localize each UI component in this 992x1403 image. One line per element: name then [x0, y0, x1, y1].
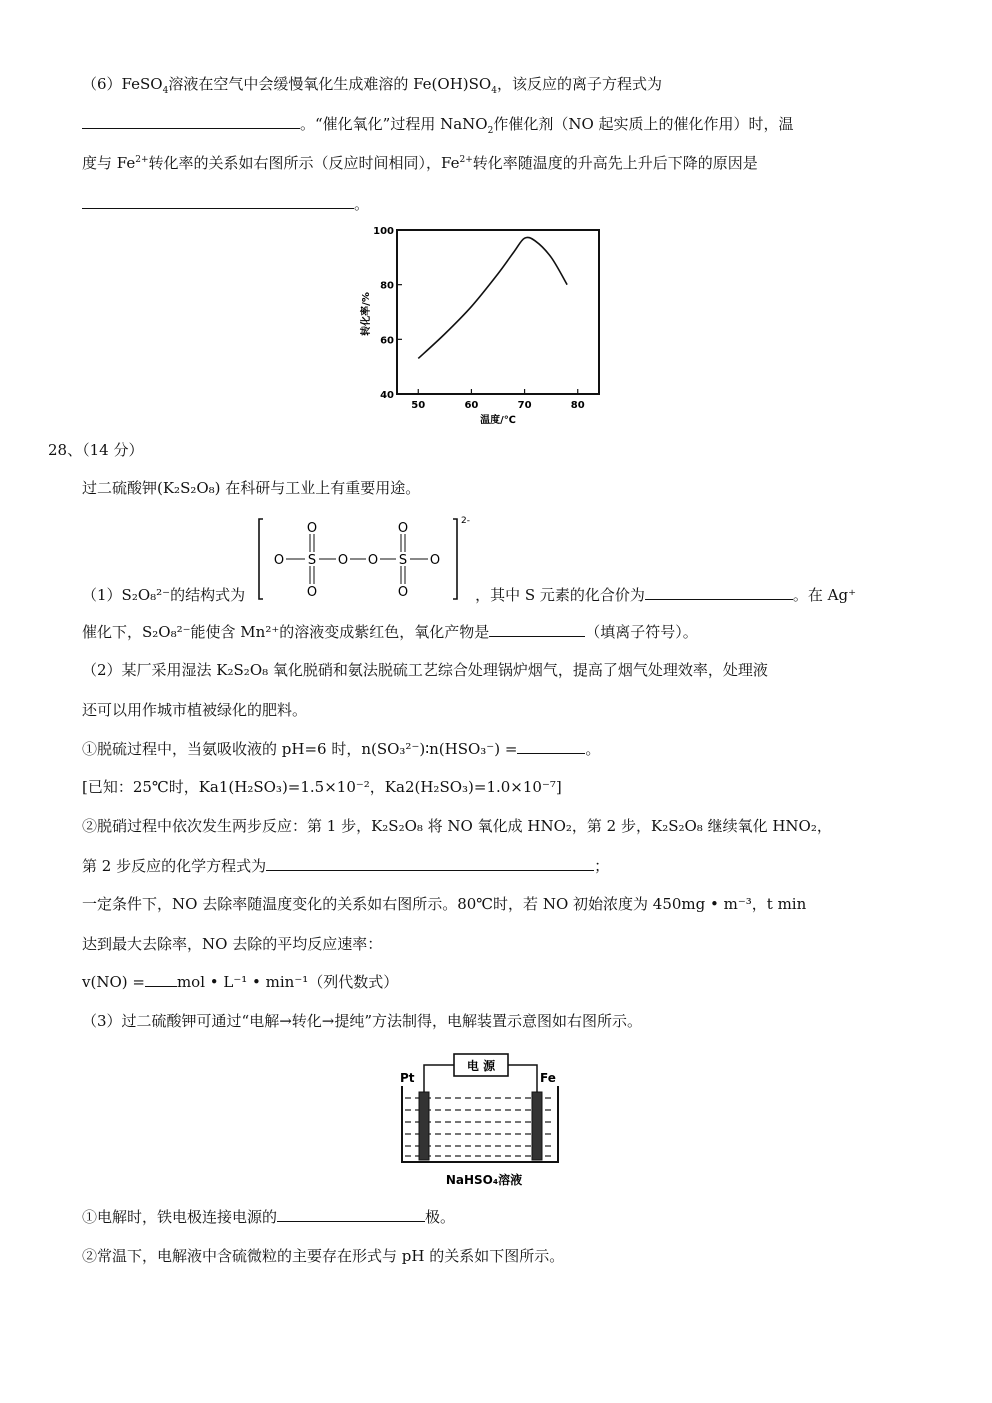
fe-electrode-label: Fe: [540, 1071, 556, 1085]
q28-part2-line2: 还可以用作城市植被绿化的肥料。: [82, 701, 308, 719]
answer-blank[interactable]: [145, 972, 177, 987]
atom-label: O: [397, 521, 409, 536]
answer-blank[interactable]: [277, 1207, 425, 1222]
atom-label: O: [306, 585, 318, 600]
q28-part1-line1: （1）S₂O₈²⁻的结构式为 ，其中 S 元素的化合价为 。在 Ag⁺: [82, 586, 857, 604]
conversion-temperature-chart: [355, 222, 605, 428]
y-tick-label: 60: [380, 335, 394, 347]
x-tick-label: 80: [570, 400, 585, 411]
q6-line2: 。“催化氧化”过程用 NaNO$_2$作催化剂（NO 起实质上的催化作用）时，温: [82, 114, 794, 134]
q6-line1: （6）FeSO$_4$溶液在空气中会缓慢氧化生成难溶的 $Fe(OH)SO_4$，该反应的离子方程式为: [82, 75, 662, 96]
x-tick-label: 50: [411, 400, 426, 411]
atom-label: O: [337, 553, 349, 568]
atom-label: O: [273, 553, 285, 568]
q28-heading: 28、（14 分）: [48, 441, 144, 459]
q28-part1-line2: 催化下，S₂O₈²⁻能使含 Mn²⁺的溶液变成紫红色，氧化产物是 （填离子符号）。: [82, 623, 698, 641]
pt-electrode: [419, 1092, 429, 1160]
q28-part2-known: [已知：25℃时，Ka1(H₂SO₃)=1.5×10⁻²，Ka2(H₂SO₃)=1.0×10⁻⁷]: [82, 778, 562, 796]
q28-part3-line2: ①电解时，铁电极连接电源的 极。: [82, 1208, 456, 1226]
power-supply-label: 电 源: [466, 1059, 496, 1073]
answer-blank[interactable]: [82, 114, 300, 129]
q28-part2-line6: 一定条件下，NO 去除率随温度变化的关系如右图所示。80℃时，若 NO 初始浓度为 450mg • m⁻³，t min: [82, 895, 807, 913]
atom-label: O: [306, 521, 318, 536]
q28-part2-line7: 达到最大去除率，NO 去除的平均反应速率：: [82, 935, 383, 953]
q6-line3: 度与 $Fe^{2+}$转化率的关系如右图所示（反应时间相同），$Fe^{2+}$转化率随温度的升高先上升后下降的原因是: [82, 154, 758, 172]
fe-electrode: [532, 1092, 542, 1160]
q28-part3-line1: （3）过二硫酸钾可通过“电解→转化→提纯”方法制得，电解装置示意图如右图所示。: [82, 1012, 643, 1030]
atom-label: O: [429, 553, 441, 568]
x-axis-label: 温度/℃: [480, 415, 516, 426]
ion-charge: 2-: [461, 516, 470, 526]
electrolysis-cell-diagram: [398, 1052, 568, 1192]
q28-part2-line5: 第 2 步反应的化学方程式为 ；: [82, 857, 610, 875]
atom-label: S: [307, 553, 317, 568]
q28-part2-line3: ①脱硫过程中，当氨吸收液的 pH=6 时，n(SO₃²⁻)∶n(HSO₃⁻) = 。: [82, 740, 601, 758]
answer-blank[interactable]: [645, 585, 793, 600]
atom-label: S: [398, 553, 408, 568]
y-tick-label: 80: [380, 280, 394, 292]
solution-label: NaHSO₄溶液: [445, 1173, 523, 1187]
x-tick-label: 60: [464, 400, 479, 411]
answer-blank[interactable]: [517, 739, 585, 754]
answer-blank[interactable]: [489, 622, 585, 637]
q28-intro: 过二硫酸钾(K₂S₂O₈) 在科研与工业上有重要用途。: [82, 479, 421, 497]
answer-blank[interactable]: [266, 856, 594, 871]
q28-part3-line3: ②常温下，电解液中含硫微粒的主要存在形式与 pH 的关系如下图所示。: [82, 1247, 565, 1265]
q28-part2-line8: v(NO) = mol • L⁻¹ • min⁻¹（列代数式）: [82, 973, 399, 991]
plot-frame: [397, 230, 599, 394]
y-tick-label: 40: [380, 390, 394, 401]
y-axis-label: 转化率/%: [361, 292, 372, 336]
y-tick-label: 100: [373, 226, 394, 237]
q28-part2-line4: ②脱硝过程中依次发生两步反应：第 1 步，K₂S₂O₈ 将 NO 氧化成 HNO₂，第 2 步，K₂S₂O₈ 继续氧化 HNO₂，: [82, 817, 832, 835]
q6-line4: 。: [82, 194, 369, 214]
series-line: [418, 237, 567, 358]
pt-electrode-label: Pt: [400, 1071, 415, 1085]
answer-blank[interactable]: [82, 194, 354, 209]
q28-part2-line1: （2）某厂采用湿法 K₂S₂O₈ 氧化脱硝和氨法脱硫工艺综合处理锅炉烟气，提高了烟气处理效率，处理液: [82, 661, 768, 679]
atom-label: O: [367, 553, 379, 568]
atom-label: O: [397, 585, 409, 600]
x-tick-label: 70: [517, 400, 532, 411]
